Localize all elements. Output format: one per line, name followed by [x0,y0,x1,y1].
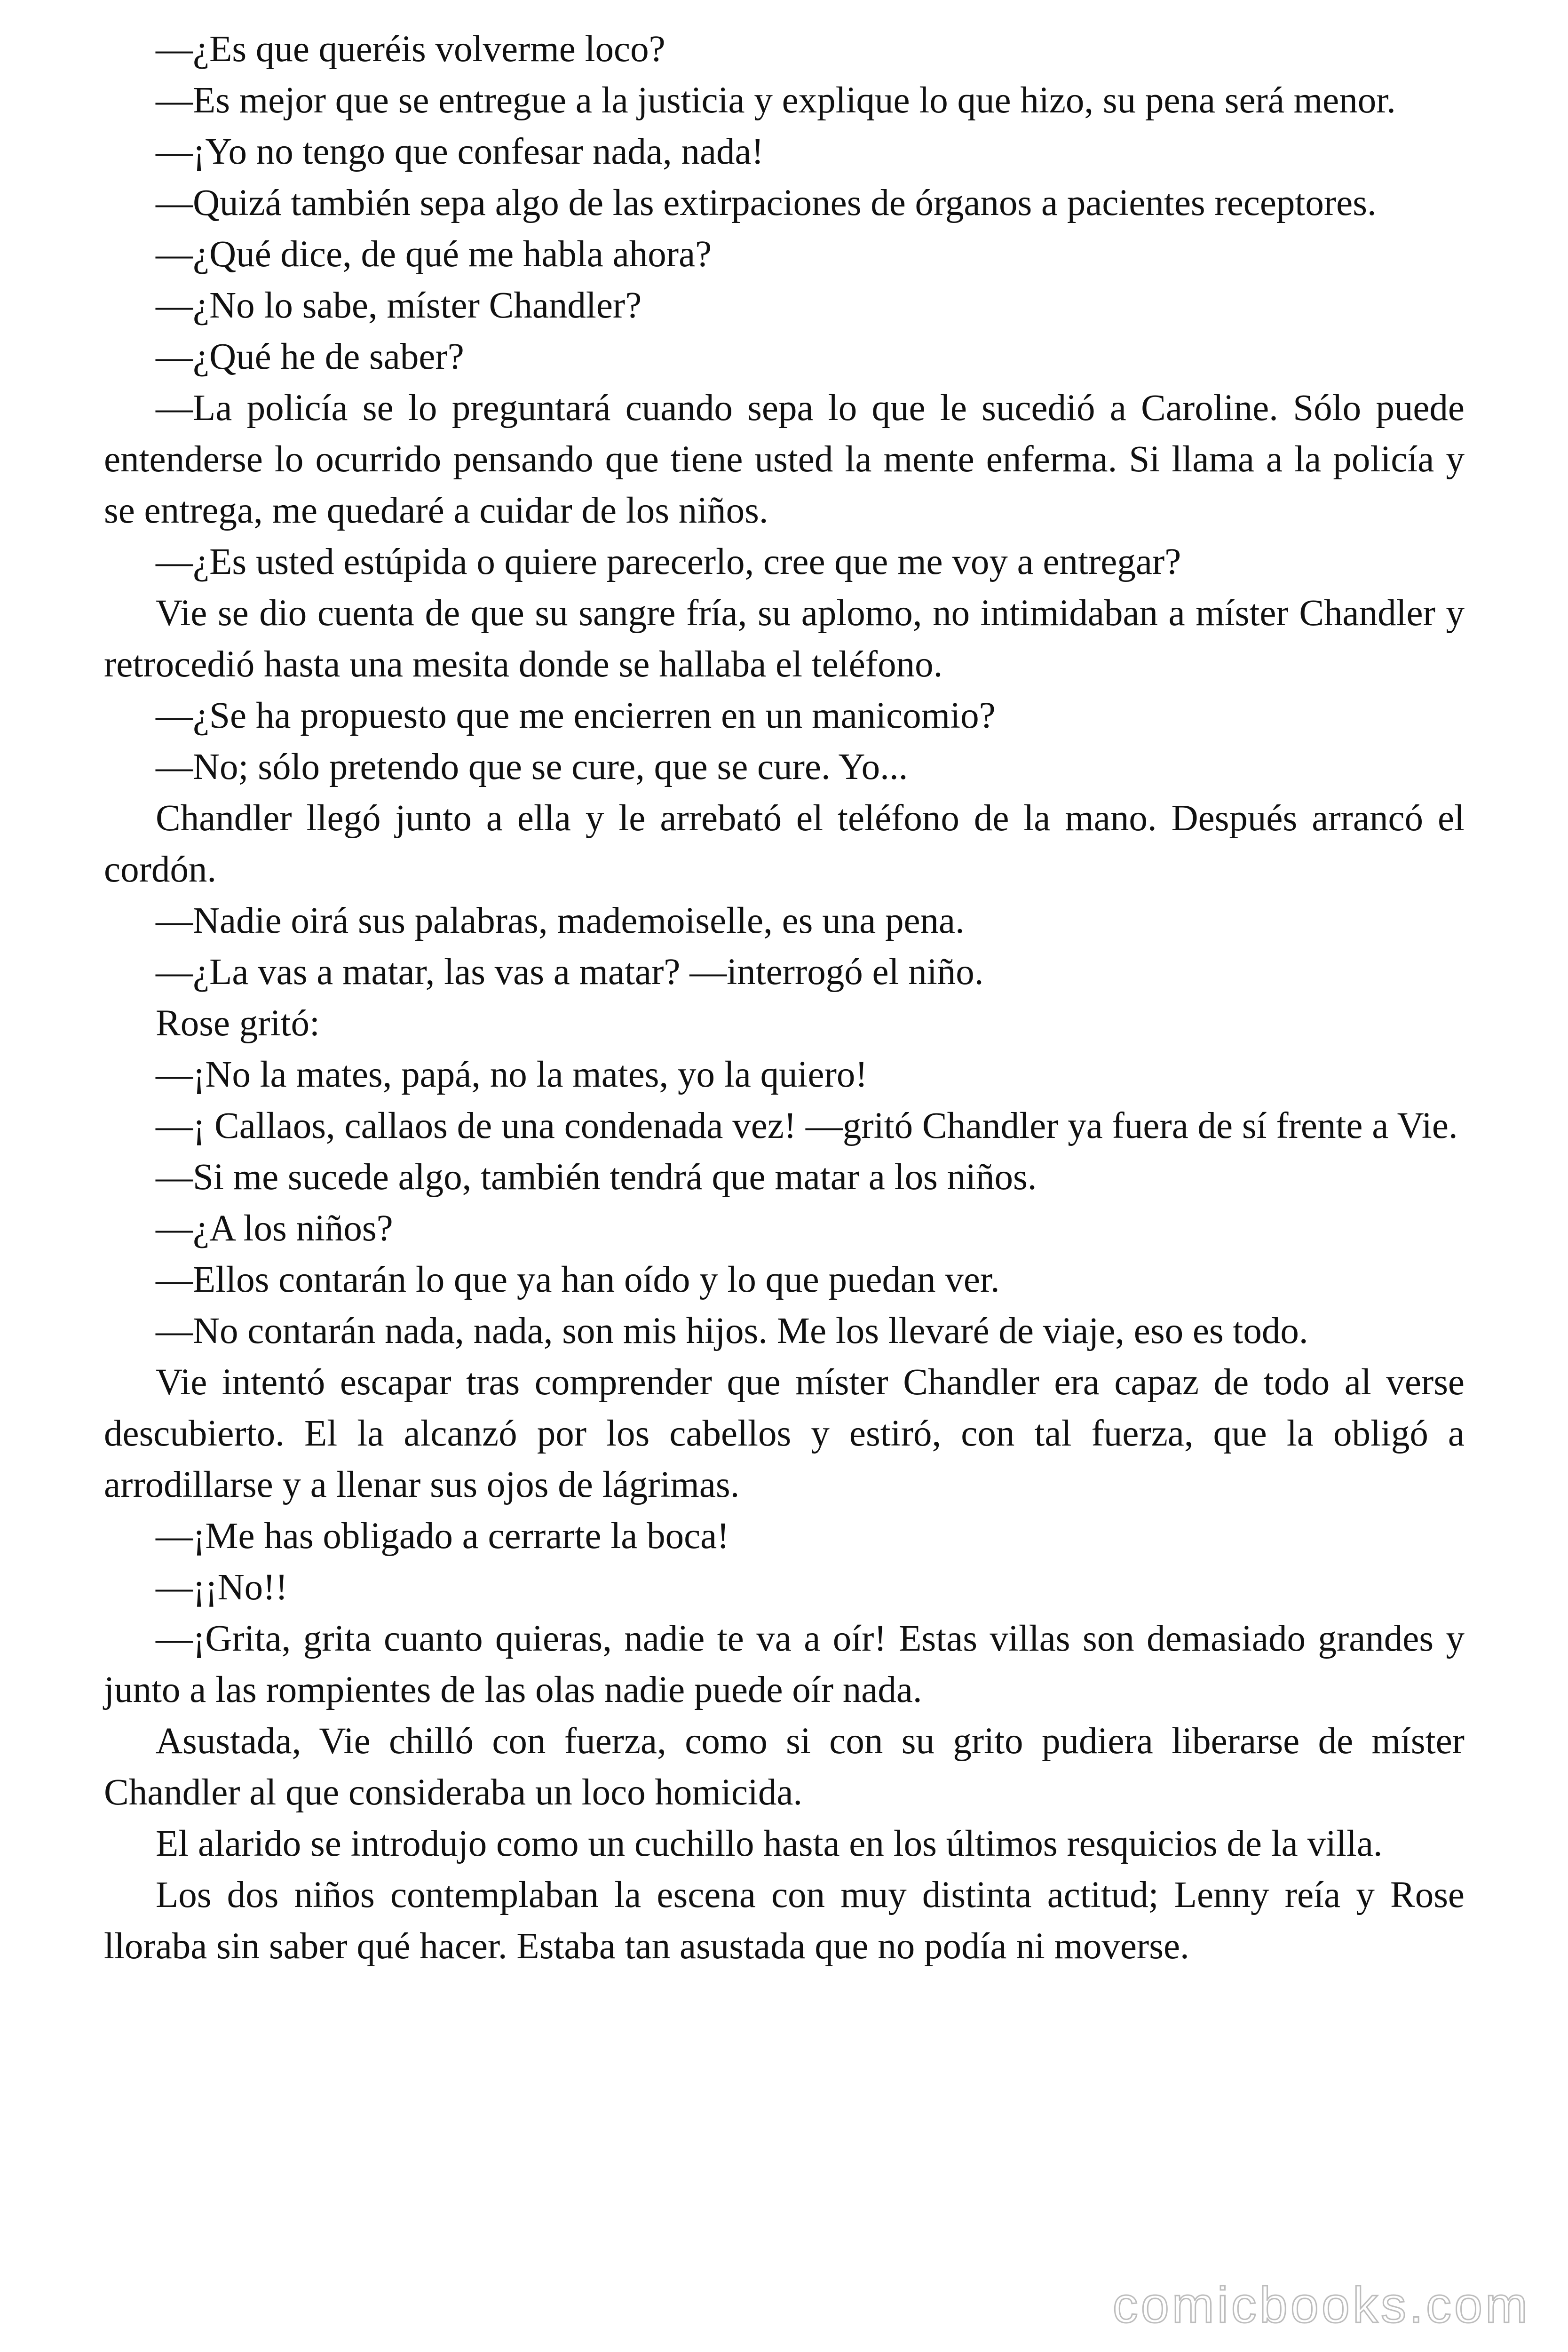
watermark: comicbooks.com [1112,2276,1530,2333]
paragraph: —No; sólo pretendo que se cure, que se cure. Yo... [156,747,908,787]
paragraph: Vie se dio cuenta de que su sangre fría, su aplomo, no intimidaban a míster Chandler y retrocedió hasta una mesita donde se hallaba el teléfono. [104,593,1465,685]
paragraph: —Nadie oirá sus palabras, mademoiselle, es una pena. [156,900,965,941]
paragraph: —¿Es usted estúpida o quiere parecerlo, cree que me voy a entregar? [156,541,1181,582]
paragraph: El alarido se introdujo como un cuchillo hasta en los últimos resquicios de la villa. [156,1823,1383,1864]
paragraph: —¡Me has obligado a cerrarte la boca! [156,1516,729,1557]
document-page [104,24,1465,1972]
paragraph: —Si me sucede algo, también tendrá que matar a los niños. [156,1157,1037,1198]
paragraph: Los dos niños contemplaban la escena con muy distinta actitud; Lenny reía y Rose lloraba sin saber qué hacer. Estaba tan asustada que no podía ni moverse. [104,1875,1465,1967]
paragraph: —¿La vas a matar, las vas a matar? —interrogó el niño. [156,952,984,993]
paragraph: —No contarán nada, nada, son mis hijos. Me los llevaré de viaje, eso es todo. [156,1311,1308,1351]
paragraph: —¡¡No!! [156,1567,288,1608]
paragraph: —¿A los niños? [156,1208,393,1249]
paragraph: —¡ Callaos, callaos de una condenada vez! —gritó Chandler ya fuera de sí frente a Vie. [156,1105,1458,1146]
paragraph: —¿Qué dice, de qué me habla ahora? [156,234,712,275]
paragraph: —La policía se lo preguntará cuando sepa lo que le sucedió a Caroline. Sólo puede entenderse lo ocurrido pensando que tiene usted la mente enferma. Si llama a la policía y se entrega, me quedaré a cuidar de los niños. [104,388,1465,531]
paragraph: —Quizá también sepa algo de las extirpaciones de órganos a pacientes receptores. [156,183,1377,223]
paragraph: —Ellos contarán lo que ya han oído y lo que puedan ver. [156,1259,1000,1300]
paragraph: —¿Qué he de saber? [156,336,464,377]
paragraph: Vie intentó escapar tras comprender que míster Chandler era capaz de todo al verse descubierto. El la alcanzó por los cabellos y estiró, con tal fuerza, que la obligó a arrodillarse y a llenar sus ojos de lágrimas. [104,1362,1465,1505]
paragraph: Rose gritó: [156,1003,320,1044]
paragraph: —¡Grita, grita cuanto quieras, nadie te va a oír! Estas villas son demasiado grandes y junto a las rompientes de las olas nadie puede oír nada. [104,1618,1465,1710]
paragraph: —¡No la mates, papá, no la mates, yo la quiero! [156,1054,868,1095]
paragraph: —¿Se ha propuesto que me encierren en un manicomio? [156,695,996,736]
paragraph: —Es mejor que se entregue a la justicia y explique lo que hizo, su pena será menor. [156,80,1396,121]
paragraph: Asustada, Vie chilló con fuerza, como si con su grito pudiera liberarse de míster Chandler al que consideraba un loco homicida. [104,1721,1465,1813]
paragraph: Chandler llegó junto a ella y le arrebató el teléfono de la mano. Después arrancó el cordón. [104,798,1465,890]
paragraph: —¿Es que queréis volverme loco? [156,29,665,70]
paragraph: —¿No lo sabe, míster Chandler? [156,285,642,326]
paragraph: —¡Yo no tengo que confesar nada, nada! [156,131,764,172]
